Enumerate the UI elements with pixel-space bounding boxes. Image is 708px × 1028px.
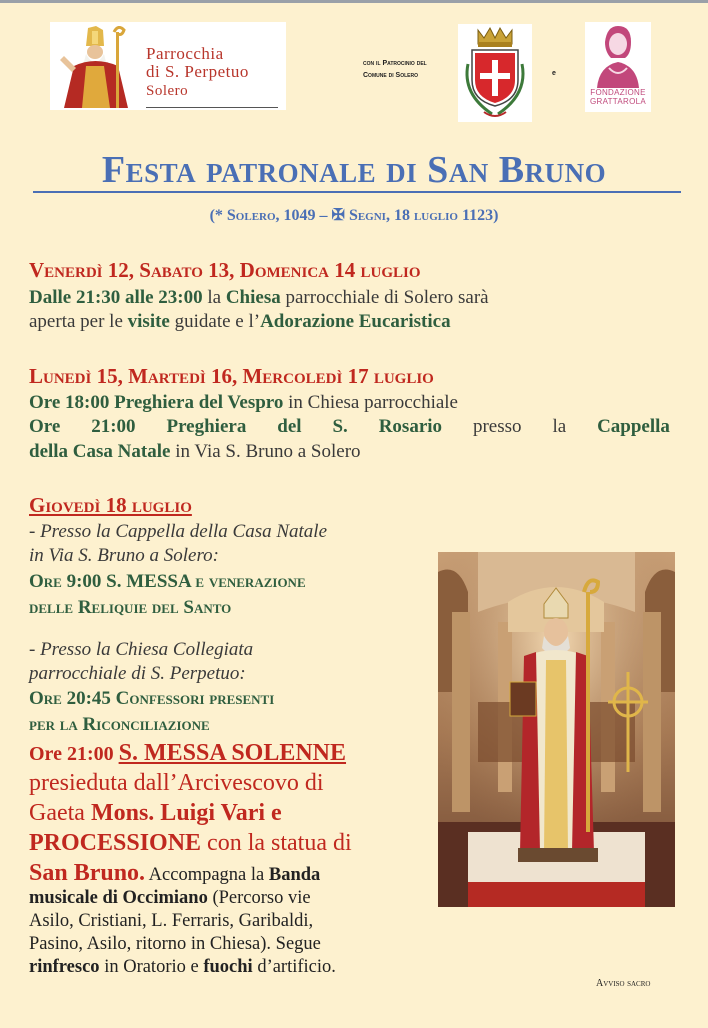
band-line3: Pasino, Asilo, ritorno in Chiesa). Segue — [29, 934, 321, 954]
patronage-line1: con il Patrocinio del — [363, 60, 427, 67]
section1-adoration: Adorazione Eucaristica — [260, 311, 451, 332]
section2-text: in Via S. Bruno a Solero — [170, 441, 361, 462]
parish-name-line2: di S. Perpetuo — [146, 62, 249, 81]
section1-church: Chiesa — [225, 287, 281, 308]
solemn-mass-time: Ore 21:00 — [29, 743, 119, 765]
section1-text: guidate e l’ — [169, 311, 261, 332]
birth-house: della Casa Natale — [29, 441, 171, 462]
section1-text: parrocchiale di Solero sarà — [280, 287, 489, 308]
section2-line3 — [29, 440, 361, 464]
saint-statue-photo — [438, 552, 675, 907]
location1-line2: in Via S. Bruno a Solero: — [29, 545, 219, 566]
rosary-word: presso — [472, 416, 522, 437]
confession-line2: per la Riconciliazione — [29, 714, 210, 735]
patronage-text — [363, 58, 427, 82]
solero-crest — [458, 24, 532, 122]
band-line4 — [29, 956, 336, 979]
section1-time: Dalle 21:30 alle 23:00 — [29, 287, 203, 308]
refreshment: rinfresco — [29, 957, 100, 977]
rosary-word: del — [277, 416, 302, 437]
foundation-name — [587, 88, 649, 106]
presided-line1: presieduta dall’Arcivescovo di — [29, 770, 324, 796]
parish-name-line1: Parrocchia — [146, 44, 224, 63]
section1-line1 — [29, 286, 489, 310]
grattarola-logo — [585, 22, 651, 112]
vespers-time: Ore 18:00 Preghiera del Vespro — [29, 392, 284, 413]
procession-title: PROCESSIONE — [29, 830, 202, 856]
section2-line2 — [29, 415, 670, 439]
band-line1 — [29, 887, 311, 910]
confession-line1: Ore 20:45 Confessori presenti — [29, 688, 275, 709]
page-title: Festa patronale di San Bruno — [101, 149, 607, 191]
logo-underline — [146, 107, 278, 108]
rosary-word: Rosario — [378, 416, 443, 437]
section1-heading: Venerdì 12, Sabato 13, Domenica 14 luglio — [29, 258, 421, 282]
title-underline — [33, 191, 681, 193]
mass1-line2: delle Reliquie del Santo — [29, 597, 232, 618]
saint-name: San Bruno. — [29, 860, 146, 886]
rosary-word: Ore — [29, 416, 61, 437]
ampersand: e — [552, 70, 556, 77]
coat-of-arms-icon — [458, 24, 532, 122]
page-subtitle: (* Solero, 1049 – ✠ Segni, 18 luglio 1123) — [209, 207, 499, 224]
parish-logo — [50, 22, 286, 110]
archbishop-name: Mons. Luigi Vari e — [90, 800, 282, 826]
fireworks: fuochi — [203, 957, 253, 977]
rosary-word: 21:00 — [91, 416, 136, 437]
band-label: Banda — [268, 865, 321, 885]
section3-heading: Giovedì 18 luglio — [29, 493, 192, 517]
section2-line1 — [29, 391, 458, 415]
presided-line4 — [29, 858, 320, 888]
final-text: d’artificio. — [252, 957, 336, 977]
final-text: in Oratorio e — [99, 957, 204, 977]
section2-text: in Chiesa parrocchiale — [283, 392, 458, 413]
top-border — [0, 0, 708, 3]
rosary-word: la — [552, 416, 567, 437]
parish-name-line3: Solero — [146, 83, 189, 99]
solemn-mass-title: S. MESSA SOLENNE — [118, 740, 347, 766]
foundation-line2: GRATTAROLA — [589, 97, 647, 106]
rosary-word: S. — [332, 416, 348, 437]
portrait-lady-icon — [585, 22, 651, 88]
rosary-word: Preghiera — [166, 416, 247, 437]
foundation-line1: FONDAZIONE — [590, 88, 646, 97]
presided-text: Gaeta — [29, 800, 91, 826]
bishop-figure-icon — [56, 26, 142, 108]
presided-line2 — [29, 798, 282, 828]
rosary-word: Cappella — [597, 416, 670, 437]
statue-illustration — [438, 552, 675, 907]
section1-visits: visite — [127, 311, 170, 332]
section1-text: aperta per le — [29, 311, 128, 332]
mass1-line1: Ore 9:00 S. MESSA e venerazione — [29, 571, 306, 592]
section1-text: la — [202, 287, 226, 308]
presided-line3 — [29, 828, 352, 858]
patronage-line2: Comune di Solero — [363, 72, 419, 79]
band-text: Accompagna la — [145, 865, 269, 885]
route-text: (Percorso vie — [207, 888, 311, 908]
band-line2: Asilo, Cristiani, L. Ferraris, Garibaldi, — [29, 911, 314, 931]
location2-line2: parrocchiale di S. Perpetuo: — [29, 663, 246, 684]
section2-heading: Lunedì 15, Martedì 16, Mercoledì 17 luglio — [29, 364, 434, 388]
presided-text: con la statua di — [201, 830, 352, 856]
solemn-mass-line — [29, 738, 346, 769]
sacred-notice: Avviso sacro — [596, 978, 651, 989]
location1-line1: - Presso la Cappella della Casa Natale — [29, 521, 328, 542]
section1-line2 — [29, 310, 451, 334]
location2-line1: - Presso la Chiesa Collegiata — [29, 639, 254, 660]
band-name: musicale di Occimiano — [29, 888, 208, 908]
